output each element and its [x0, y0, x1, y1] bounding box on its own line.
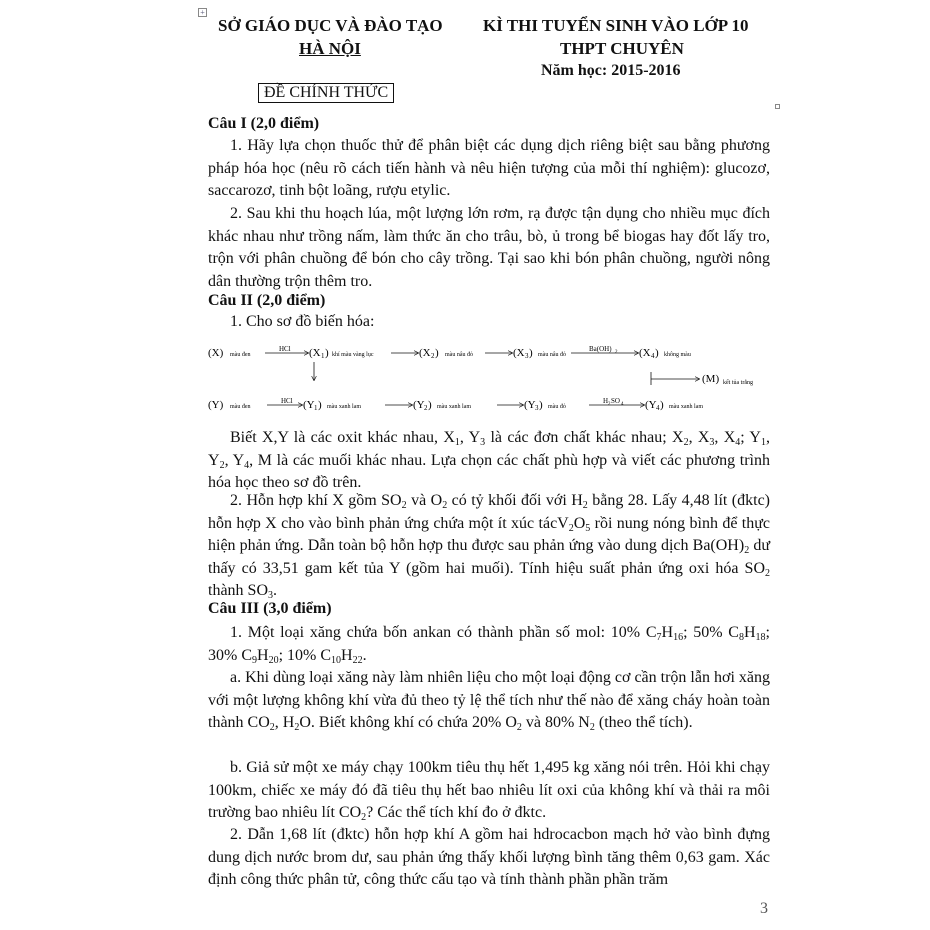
- node-y2-note: màu xanh lam: [437, 404, 471, 410]
- node-y2-close: ): [428, 399, 432, 411]
- corner-marker-icon: [775, 104, 780, 109]
- exam-title: KÌ THI TUYỂN SINH VÀO LỚP 10: [483, 16, 749, 35]
- node-m: (M): [702, 373, 720, 385]
- question-2-part-1-text: Biết X,Y là các oxit khác nhau, X1, Y3 là các đơn chất khác nhau; X2, X3, X4; Y1, Y2, Y4, M là các muối khác nhau. Lựa chọn các chất phù hợp và viết các phương trình hóa học theo sơ đồ trên.: [208, 429, 770, 492]
- node-x3-close: ): [529, 347, 533, 359]
- node-x3-note: màu nâu đỏ: [538, 352, 566, 358]
- reagent-baoh2: Ba(OH): [589, 345, 612, 353]
- node-x1-close: ): [325, 347, 329, 359]
- node-y3: (Y: [524, 399, 536, 411]
- reagent-h2so4-sub4: 4: [621, 402, 624, 407]
- node-y4-sub: 4: [656, 404, 660, 412]
- official-exam-label: ĐỀ CHÍNH THỨC: [258, 83, 394, 103]
- node-y: (Y): [208, 399, 224, 411]
- question-3-title: Câu III (3,0 điểm): [208, 600, 332, 617]
- question-2-part-2: 2. Hỗn hợp khí X gồm SO2 và O2 có tỷ khối đối với H2 bằng 28. Lấy 4,48 lít (đktc) hỗn hợp X cho vào bình phản ứng chứa một ít xúc tácV2O5 rồi nung nóng bình để thực hiện phản ứng. Dẫn toàn bộ hỗn hợp thu được sau phản ứng vào dung dịch Ba(OH)2 dư thấy có 33,51 gam kết tủa Y (gồm hai muối). Tính hiệu suất phản ứng oxi hóa SO2 thành SO3.: [208, 492, 771, 602]
- exam-subtitle: THPT CHUYÊN: [560, 39, 684, 58]
- reagent-hcl-1: HCl: [279, 345, 291, 353]
- question-3-part-a: a. Khi dùng loại xăng này làm nhiên liệu cho một loại động cơ cần trộn lẫn hơi xăng với một lượng không khí vừa đủ theo tỷ lệ thể tích như thế nào để xăng cháy hoàn toàn thành CO2, H2O. Biết không khí có chứa 20% O2 và 80% N2 (theo thể tích).: [208, 669, 770, 734]
- node-x1: (X: [309, 347, 321, 359]
- node-x3-sub: 3: [525, 352, 529, 360]
- question-2-intro: 1. Cho sơ đồ biến hóa:: [230, 313, 375, 330]
- node-x2: (X: [419, 347, 431, 359]
- node-y3-note: màu đỏ: [548, 404, 566, 410]
- reagent-hcl-2: HCl: [281, 397, 293, 405]
- reagent-h2so4-so: SO: [611, 397, 620, 405]
- question-2-title: Câu II (2,0 điểm): [208, 292, 326, 309]
- node-x3: (X: [513, 347, 525, 359]
- node-x: (X): [208, 347, 224, 359]
- node-x4: (X: [639, 347, 651, 359]
- school-year: Năm học: 2015-2016: [541, 62, 681, 79]
- node-m-note: kết tủa trắng: [723, 380, 753, 386]
- node-y1-note: màu xanh lam: [327, 404, 361, 410]
- reagent-baoh2-sub: 2: [615, 350, 618, 355]
- node-y4-close: ): [660, 399, 664, 411]
- node-y1-close: ): [318, 399, 322, 411]
- node-y3-close: ): [539, 399, 543, 411]
- department-name: SỞ GIÁO DỤC VÀ ĐÀO TẠO: [218, 16, 443, 35]
- node-x1-note: khí màu vàng lục: [332, 352, 374, 358]
- question-3-part-1: 1. Một loại xăng chứa bốn ankan có thành phần số mol: 10% C7H16; 50% C8H18; 30% C9H20; 10% C10H22.: [208, 624, 770, 666]
- node-x2-note: màu nâu đỏ: [445, 352, 473, 358]
- city-name: HÀ NỘI: [299, 39, 361, 58]
- node-x2-sub: 2: [431, 352, 435, 360]
- node-y2: (Y: [413, 399, 425, 411]
- question-1-part-1: 1. Hãy lựa chọn thuốc thử để phân biệt các dụng dịch riêng biệt sau bằng phương pháp hóa học (nêu rõ cách tiến hành và nêu hiện tượng của mỗi thí nghiệm): glucozơ, saccarozơ, tinh bột loãng, rượu etylic.: [208, 137, 770, 200]
- page-number: 3: [760, 900, 768, 917]
- question-1-title: Câu I (2,0 điểm): [208, 115, 320, 132]
- node-x-note: màu đen: [230, 352, 251, 358]
- move-anchor-icon[interactable]: +: [198, 8, 207, 17]
- reagent-h2so4-h: H: [603, 397, 609, 405]
- reaction-diagram: [205, 338, 775, 418]
- node-y-note: màu đen: [230, 404, 251, 410]
- node-x1-sub: 1: [321, 352, 325, 360]
- node-x4-close: ): [655, 347, 659, 359]
- node-y1-sub: 1: [314, 404, 318, 412]
- node-y4: (Y: [645, 399, 657, 411]
- node-x4-sub: 4: [651, 352, 655, 360]
- node-y1: (Y: [303, 399, 315, 411]
- node-x2-close: ): [435, 347, 439, 359]
- reagent-h2so4-sub2: 2: [608, 402, 611, 407]
- question-3-part-b: b. Giả sử một xe máy chạy 100km tiêu thụ hết 1,495 kg xăng nói trên. Hỏi khi chạy 100km, chiếc xe máy đó đã tiêu thụ hết bao nhiêu lít oxi của không khí và thải ra môi trường bao nhiêu lít CO2? Các thể tích khí đo ở đktc.: [208, 759, 770, 824]
- question-1-part-2: 2. Sau khi thu hoạch lúa, một lượng lớn rơm, rạ được tận dụng cho nhiều mục đích khác nhau như trồng nấm, làm thức ăn cho trâu, bò, ủ trong bể biogas hay đốt lấy tro, trộn với phân chuồng để bón cho cây trồng. Tại sao khi bón phân chuồng, người nông dân thường trộn thêm tro.: [208, 205, 770, 290]
- node-y2-sub: 2: [424, 404, 428, 412]
- node-x4-note: không màu: [664, 352, 691, 358]
- node-y3-sub: 3: [535, 404, 539, 412]
- question-3-part-2: 2. Dẫn 1,68 lít (đktc) hỗn hợp khí A gồm hai hdrocacbon mạch hở vào bình đựng dung dịch nước brom dư, sau phản ứng thấy khối lượng bình tăng thêm 0,63 gam. Xác định công thức phân tử, công thức cấu tạo và tính thành phần phần trăm: [208, 826, 770, 889]
- node-y4-note: màu xanh lam: [669, 404, 703, 410]
